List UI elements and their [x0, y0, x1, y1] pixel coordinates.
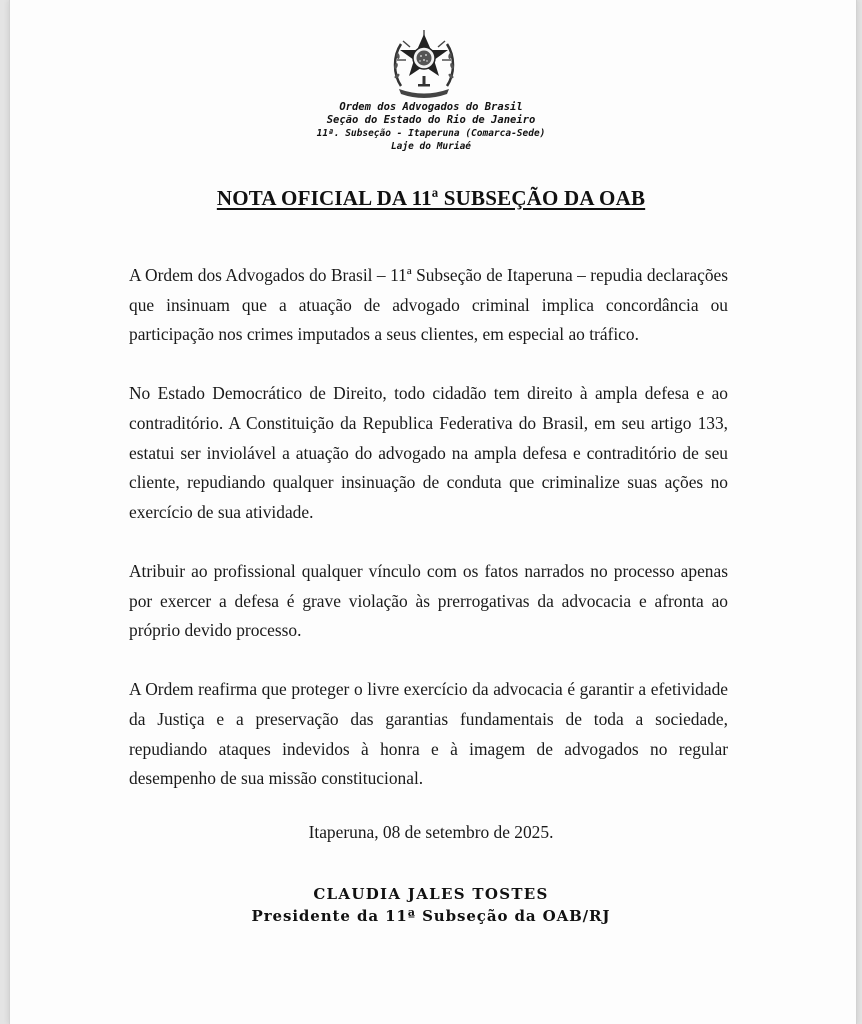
- signature-block: [0, 883, 862, 927]
- signatory-role: Presidente da 11ª Subseção da OAB/RJ: [251, 907, 611, 925]
- letterhead: [0, 101, 862, 153]
- letterhead-subsection: 11ª. Subseção - Itaperuna (Comarca-Sede): [316, 128, 546, 139]
- paragraph: A Ordem dos Advogados do Brasil – 11ª Subseção de Itaperuna – repudia declarações que insinuam que a atuação de advogado criminal implica concordância ou participação nos crimes imputados a seus clientes, em especial ao tráfico.: [129, 265, 728, 345]
- signatory-name: CLAUDIA JALES TOSTES: [313, 885, 549, 903]
- letterhead-organization: Ordem dos Advogados do Brasil: [339, 101, 523, 113]
- letterhead-locality: Laje do Muriaé: [390, 141, 472, 152]
- document-title: NOTA OFICIAL DA 11ª SUBSEÇÃO DA OAB: [216, 186, 646, 210]
- document-body: [129, 261, 728, 823]
- brazil-coat-of-arms-icon: [387, 26, 461, 100]
- date-line: Itaperuna, 08 de setembro de 2025.: [308, 822, 554, 842]
- letterhead-section: Seção do Estado do Rio de Janeiro: [326, 114, 536, 126]
- paragraph: Atribuir ao profissional qualquer vínculo com os fatos narrados no processo apenas por exercer a defesa é grave violação às prerrogativas da advocacia e afronta ao próprio devido processo.: [129, 560, 728, 641]
- paragraph: No Estado Democrático de Direito, todo cidadão tem direito à ampla defesa e ao contraditório. A Constituição da Republica Federativa do Brasil, em seu artigo 133, estatui ser inviolável a atuação do advogado na ampla defesa e contraditório de seu cliente, repudiando qualquer insinuação de conduta que criminalize suas ações no exercício de sua atividade.: [129, 383, 728, 522]
- paragraph: A Ordem reafirma que proteger o livre exercício da advocacia é garantir a efetividade da Justiça e a preservação das garantias fundamentais de toda a sociedade, repudiando ataques indevidos à honra e à imagem de advogados no regular desempenho de sua missão constitucional.: [129, 679, 728, 789]
